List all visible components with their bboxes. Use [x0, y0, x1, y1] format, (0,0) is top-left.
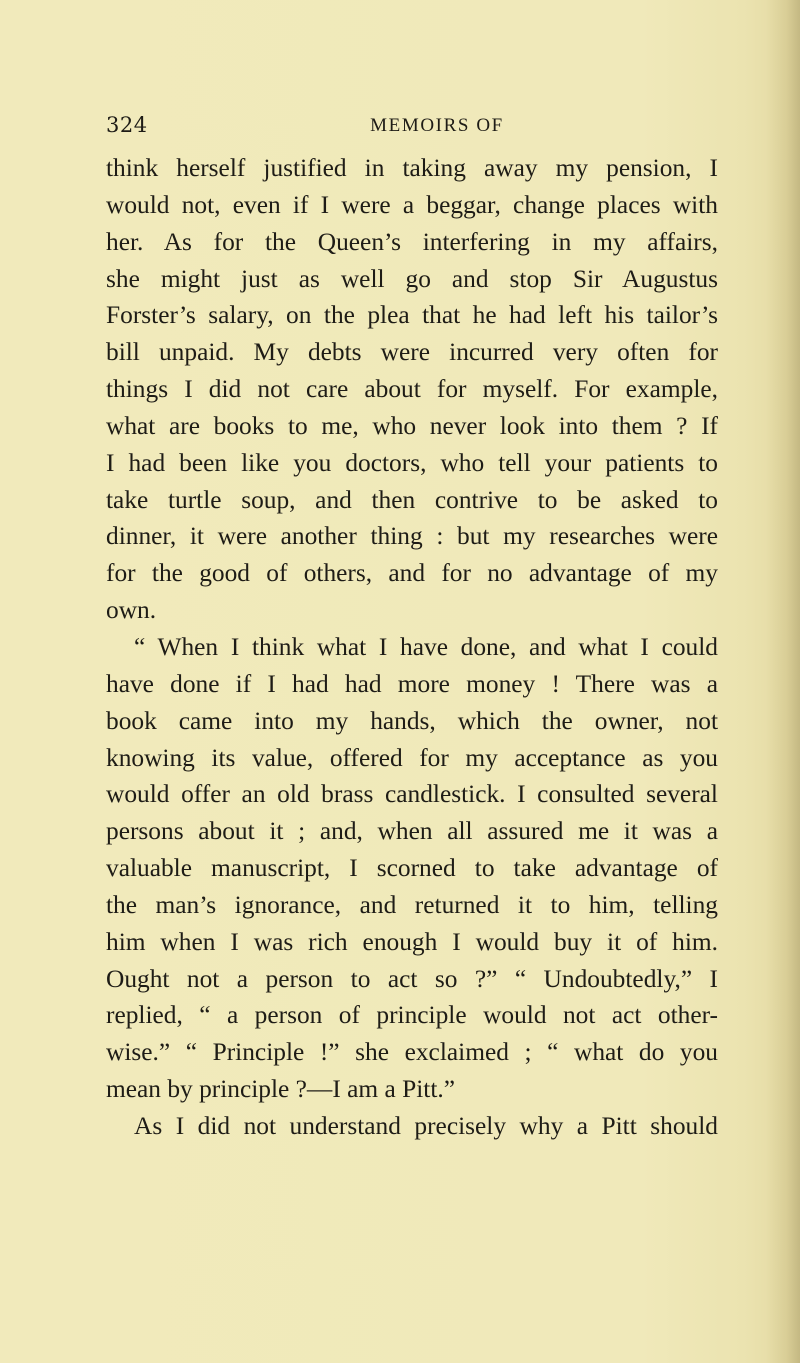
text-line: I had been like you doctors, who tell your patients to: [106, 448, 718, 477]
text-line: As I did not understand precisely why a Pitt should: [134, 1111, 718, 1140]
text-line: her. As for the Queen’s interfering in my affairs,: [106, 227, 718, 256]
text-line: him when I was rich enough I would buy it of him.: [106, 927, 718, 956]
text-line: persons about it ; and, when all assured me it was a: [106, 817, 718, 846]
text-line: she might just as well go and stop Sir Augustus: [106, 264, 718, 293]
text-line: valuable manuscript, I scorned to take advantage of: [106, 854, 718, 883]
text-line: think herself justified in taking away my pension, I: [106, 154, 718, 182]
text-line: the man’s ignorance, and returned it to him, telling: [106, 890, 718, 919]
running-title: MEMOIRS OF: [370, 115, 504, 136]
text-line: take turtle soup, and then contrive to be asked to: [106, 485, 718, 514]
text-line: mean by principle ?—I am a Pitt.”: [106, 1075, 456, 1104]
text-line: book came into my hands, which the owner, not: [106, 706, 718, 735]
text-line: dinner, it were another thing : but my researches were: [106, 522, 718, 551]
text-line: what are books to me, who never look into them ? If: [106, 411, 718, 440]
text-line: things I did not care about for myself. For example,: [106, 375, 718, 404]
text-line: for the good of others, and for no advantage of my: [106, 559, 718, 588]
body-text: [106, 150, 718, 1145]
text-line: have done if I had had more money ! There was a: [106, 669, 718, 698]
page-edge-shadow: [766, 0, 800, 1363]
text-line: own.: [106, 596, 157, 625]
text-line: wise.” “ Principle !” she exclaimed ; “ what do you: [106, 1038, 718, 1067]
text-line: “ When I think what I have done, and what I could: [134, 632, 718, 661]
text-line: bill unpaid. My debts were incurred very often for: [106, 338, 718, 367]
text-line: knowing its value, offered for my acceptance as you: [106, 743, 718, 772]
page-number: 324: [106, 113, 148, 137]
text-line: would not, even if I were a beggar, change places with: [106, 190, 718, 219]
text-line: would offer an old brass candlestick. I consulted several: [106, 780, 718, 809]
text-line: Ought not a person to act so ?” “ Undoubtedly,” I: [106, 964, 718, 993]
text-line: Forster’s salary, on the plea that he had left his tailor’s: [106, 301, 718, 330]
text-line: replied, “ a person of principle would not act other-: [106, 1001, 718, 1030]
running-head: [106, 113, 716, 143]
